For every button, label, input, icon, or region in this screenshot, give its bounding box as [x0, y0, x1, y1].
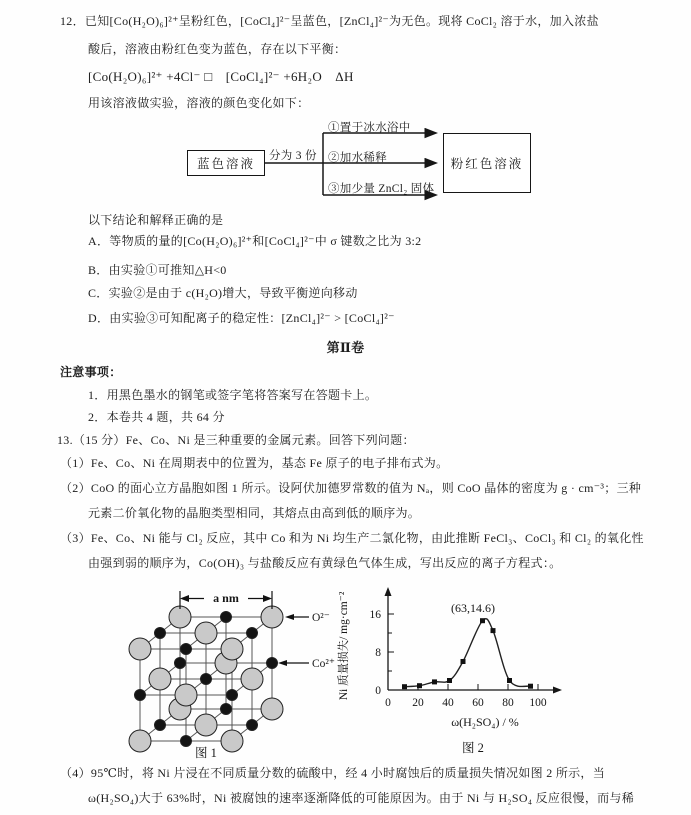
oxide-ion-sphere [195, 622, 217, 644]
y-axis-label: Ni 质量损失/ mg·cm⁻² [338, 591, 350, 701]
data-point-marker [461, 659, 466, 664]
peak-annotation: (63,14.6) [451, 601, 495, 615]
y-tick-label: 16 [369, 609, 381, 621]
o-ion-arrow-head [285, 614, 294, 620]
flow-branch3-label: ③加少量 ZnCl₂ 固体 [328, 183, 435, 195]
oxide-ion-sphere [261, 698, 283, 720]
cobalt-ion-sphere [181, 644, 192, 655]
figure1-caption: 图 1 [195, 746, 217, 760]
q13-part2-line2: 元素二价氧化物的晶胞类型相同，其熔点由高到低的顺序为。 [88, 506, 421, 520]
oxide-ion-sphere [221, 638, 243, 660]
q12-text-line3: 用该溶液做实验，溶液的颜色变化如下： [88, 96, 310, 110]
q13-part1: （1）Fe、Co、Ni 在周期表中的位置为，基态 Fe 原子的电子排布式为。 [60, 456, 449, 470]
figure2-corrosion-chart [333, 580, 591, 760]
data-point-marker [447, 678, 452, 683]
oxide-ion-sphere [169, 606, 191, 628]
q12-option-d: D．由实验③可知配离子的稳定性：[ZnCl₄]²⁻ > [CoCl₄]²⁻ [88, 311, 395, 325]
flow-branch1-label: ①置于冰水浴中 [328, 122, 411, 134]
data-point-marker [432, 679, 437, 684]
section2-title: 第Ⅱ卷 [326, 340, 365, 355]
y-axis-arrow [385, 587, 392, 596]
cobalt-ion-sphere [201, 674, 212, 685]
q12-text-line1: 12．已知[Co(H₂O)₆]²⁺呈粉红色，[CoCl₄]²⁻呈蓝色，[ZnCl₄]²⁻为无色。现将 CoCl₂ 溶于水，加入浓盐 [60, 14, 599, 28]
x-tick-label: 60 [472, 697, 484, 709]
cobalt-ion-sphere [135, 690, 146, 701]
data-point-marker [491, 628, 496, 633]
q12-option-c: C．实验②是由于 c(H₂O)增大，导致平衡逆向移动 [88, 286, 358, 300]
cobalt-ion-sphere [181, 736, 192, 747]
data-point-marker [402, 684, 407, 689]
co-ion-arrow-head [278, 660, 287, 666]
flow-split-label: 分为 3 份 [269, 150, 317, 162]
cobalt-ion-sphere [155, 628, 166, 639]
notice-title: 注意事项： [60, 365, 122, 379]
q13-part2-line1: （2）CoO 的面心立方晶胞如图 1 所示。设阿伏加德罗常数的值为 Nₐ，则 CoO 晶体的密度为 g · cm⁻³；三种 [60, 481, 642, 495]
flow-box-blue-solution [187, 150, 265, 176]
notice-item-2: 2．本卷共 4 题，共 64 分 [88, 410, 225, 424]
cobalt-ion-sphere [247, 720, 258, 731]
oxide-ion-sphere [129, 638, 151, 660]
y-tick-label: 0 [375, 685, 381, 697]
x-tick-label: 0 [385, 697, 391, 709]
data-point-marker [480, 618, 485, 623]
oxide-ion-sphere [221, 730, 243, 752]
data-point-marker [507, 678, 512, 683]
q12-option-b: B．由实验①可推知△H<0 [88, 263, 227, 277]
oxide-ion-sphere [241, 668, 263, 690]
x-tick-label: 40 [442, 697, 454, 709]
x-tick-label: 80 [502, 697, 514, 709]
dimension-arrow-left [180, 595, 189, 602]
cobalt-ion-sphere [221, 704, 232, 715]
oxide-ion-sphere [261, 606, 283, 628]
flow-box-pink-solution [443, 133, 531, 193]
flow-box-blue-label: 蓝色溶液 [196, 157, 255, 171]
notice-item-1: 1．用黑色墨水的钢笔或签字笔将答案写在答题卡上。 [88, 388, 378, 402]
data-point-marker [417, 683, 422, 688]
x-axis-label: ω(H₂SO₄) / % [451, 715, 519, 729]
q12-text-line2: 酸后，溶液由粉红色变为蓝色，存在以下平衡： [88, 42, 347, 56]
data-curve [405, 619, 531, 687]
figure1-crystal-structure [130, 583, 342, 761]
dimension-label: a nm [213, 591, 239, 605]
o-ion-label: O²⁻ [312, 612, 330, 624]
co-ion-label: Co²⁺ [312, 658, 335, 670]
x-tick-label: 20 [412, 697, 424, 709]
cobalt-ion-sphere [267, 658, 278, 669]
figure2-caption: 图 2 [462, 741, 484, 755]
q13-part3-line1: （3）Fe、Co、Ni 能与 Cl₂ 反应，其中 Co 和为 Ni 均生产二氯化物，由此推断 FeCl₃、CoCl₃ 和 Cl₂ 的氧化性 [60, 531, 644, 545]
cobalt-ion-sphere [221, 612, 232, 623]
oxide-ion-sphere [175, 684, 197, 706]
flow-box-pink-label: 粉红色溶液 [450, 157, 524, 171]
x-tick-label: 100 [529, 697, 547, 709]
oxide-ion-sphere [149, 668, 171, 690]
cobalt-ion-sphere [175, 658, 186, 669]
q12-option-a: A．等物质的量的[Co(H₂O)₆]²⁺和[CoCl₄]²⁻中 σ 键数之比为 3:2 [88, 234, 422, 248]
q12-equilibrium-equation: [Co(H₂O)₆]²⁺ +4Cl⁻ □ [CoCl₄]²⁻ +6H₂O ΔH [88, 69, 354, 84]
cobalt-ion-sphere [227, 690, 238, 701]
dimension-arrow-right [263, 595, 272, 602]
cobalt-ion-sphere [247, 628, 258, 639]
q12-stem: 以下结论和解释正确的是 [88, 213, 224, 227]
oxide-ion-sphere [195, 714, 217, 736]
flow-branch2-label: ②加水稀释 [328, 152, 387, 164]
cobalt-ion-sphere [155, 720, 166, 731]
q13-part4-line2: ω(H₂SO₄)大于 63%时，Ni 被腐蚀的速率逐渐降低的可能原因为。由于 Ni 与 H₂SO₄ 反应很慢，而与稀 [88, 791, 635, 805]
y-tick-label: 8 [375, 647, 381, 659]
q13-part4-line1: （4）95℃时，将 Ni 片浸在不同质量分数的硫酸中，经 4 小时腐蚀后的质量损失情况如图 2 所示，当 [60, 766, 606, 780]
oxide-ion-sphere [129, 730, 151, 752]
data-point-marker [528, 684, 533, 689]
q13-part3-line2: 由强到弱的顺序为，Co(OH)₃ 与盐酸反应有黄绿色气体生成，写出反应的离子方程式：。 [88, 556, 562, 570]
q13-intro: 13.（15 分）Fe、Co、Ni 是三种重要的金属元素。回答下列问题： [57, 433, 415, 447]
x-axis-arrow [553, 687, 562, 694]
